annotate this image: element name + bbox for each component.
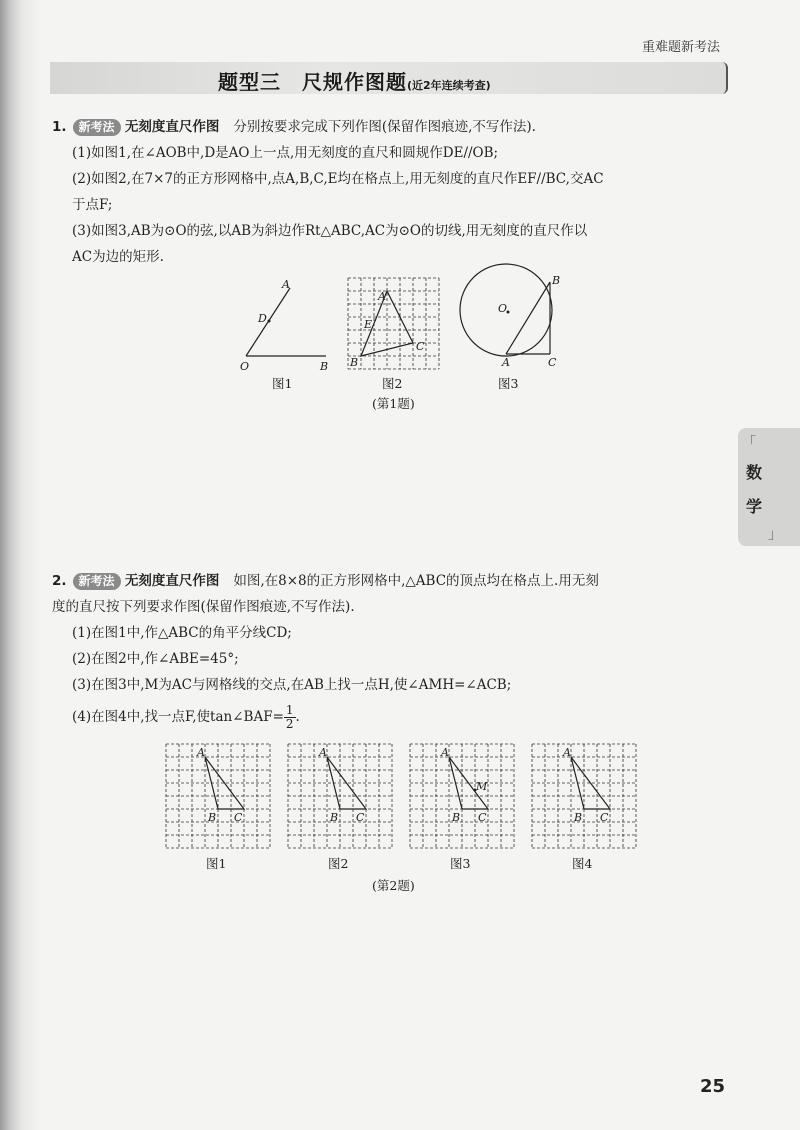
question-part: (2)如图2,在7×7的正方形网格中,点A,B,C,E均在格点上,用无刻度的直尺作EF//BC,交AC: [72, 171, 604, 187]
subject-side-tab: [738, 428, 800, 546]
q2-figure-1: [166, 744, 272, 850]
figure-group-caption: (第1题): [372, 396, 415, 411]
label-A: A: [319, 746, 327, 759]
question-intro-cont: 度的直尺按下列要求作图(保留作图痕迹,不写作法).: [52, 599, 355, 615]
label-C: C: [548, 356, 557, 369]
label-B: B: [208, 811, 217, 824]
fig-caption: 图1: [206, 856, 227, 871]
q1-figure-2: [348, 278, 440, 370]
question-part: (1)在图1中,作△ABC的角平分线CD;: [72, 625, 292, 641]
section-title: 题型三 尺规作图题(近2年连续考查): [218, 70, 491, 94]
fig-caption: 图3: [450, 856, 471, 871]
label-B: B: [574, 811, 583, 824]
question-part: (2)在图2中,作∠ABE=45°;: [72, 651, 239, 667]
grid-8x8: [166, 744, 270, 848]
question-part: (1)如图1,在∠AOB中,D是AO上一点,用无刻度的直尺和圆规作DE//OB;: [72, 145, 499, 161]
label-A: A: [282, 278, 290, 291]
label-B: B: [350, 356, 359, 369]
book-spine-shadow: [0, 0, 40, 1130]
q2-figure-4: [532, 744, 638, 850]
fig-caption: 图4: [572, 856, 593, 871]
label-E: E: [364, 318, 373, 331]
label-C: C: [600, 811, 609, 824]
label-O: O: [498, 302, 508, 315]
q1-figure-1: [236, 278, 336, 378]
q1-figure-3: [458, 262, 561, 372]
tab-char-1: 数: [746, 463, 763, 482]
label-C: C: [416, 340, 425, 353]
new-method-badge: 新考法: [73, 119, 121, 136]
question-part-cont: 于点F;: [72, 197, 113, 213]
fig-caption: 图2: [328, 856, 349, 871]
question-keyword: 无刻度直尺作图: [124, 119, 220, 135]
q2-figure-3: [410, 744, 516, 850]
figure-group-caption: (第2题): [372, 878, 415, 893]
fig-caption: 图3: [498, 376, 519, 391]
fraction-one-half: $\frac{1}{2}$: [285, 703, 294, 731]
question-2: [52, 568, 742, 731]
question-number: 1.: [52, 119, 67, 135]
label-A: A: [502, 356, 510, 369]
label-M: M: [476, 780, 488, 793]
question-part-4: (4)在图4中,找一点F,使tan∠BAF= $\frac{1}{2}$ .: [72, 703, 300, 731]
label-B: B: [452, 811, 461, 824]
label-A: A: [197, 746, 205, 759]
label-C: C: [356, 811, 365, 824]
label-C: C: [234, 811, 243, 824]
question-part: (3)在图3中,M为AC与网格线的交点,在AB上找一点H,使∠AMH=∠ACB;: [72, 677, 512, 693]
q2-figure-2: [288, 744, 394, 850]
question-part: (3)如图3,AB为⊙O的弦,以AB为斜边作Rt△ABC,AC为⊙O的切线,用无刻度的直尺作以: [72, 223, 588, 239]
section-note: (近2年连续考查): [407, 79, 491, 92]
fig-caption: 图1: [272, 376, 293, 391]
question-part-cont: AC为边的矩形.: [72, 249, 164, 265]
label-A: A: [563, 746, 571, 759]
section-title-bar: [50, 62, 728, 94]
label-D: D: [258, 312, 267, 325]
question-number: 2.: [52, 573, 67, 589]
tab-bracket-close: 」: [768, 527, 782, 543]
tab-char-2: 学: [746, 497, 763, 516]
new-method-badge: 新考法: [73, 573, 121, 590]
label-B: B: [330, 811, 339, 824]
question-intro: 如图,在8×8的正方形网格中,△ABC的顶点均在格点上.用无刻: [233, 573, 599, 589]
question-1: [52, 114, 742, 270]
label-B: B: [552, 274, 561, 287]
grid-8x8: [410, 744, 514, 848]
question-intro: 分别按要求完成下列作图(保留作图痕迹,不写作法).: [233, 119, 536, 135]
tab-bracket-open: 「: [742, 435, 756, 451]
label-A: A: [378, 290, 386, 303]
running-header: 重难题新考法: [641, 40, 720, 55]
grid-8x8: [532, 744, 636, 848]
fig-caption: 图2: [382, 376, 403, 391]
question-keyword: 无刻度直尺作图: [124, 573, 220, 589]
label-O: O: [240, 360, 250, 373]
page-number: 25: [700, 1076, 726, 1097]
label-C: C: [478, 811, 487, 824]
label-B: B: [320, 360, 329, 373]
grid-8x8: [288, 744, 392, 848]
label-A: A: [441, 746, 449, 759]
